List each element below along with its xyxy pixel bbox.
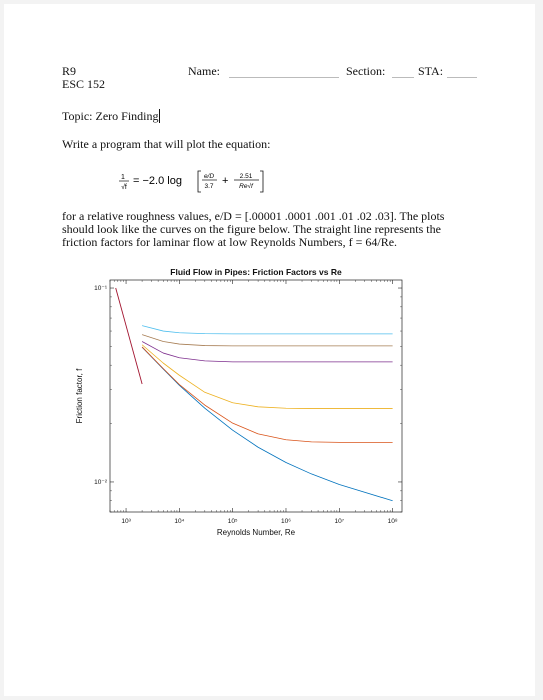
section-label: Section: <box>346 64 386 78</box>
eq-t2-den: Re√f <box>239 183 253 190</box>
eq-t1-den: 3.7 <box>204 183 214 190</box>
document-page <box>4 4 535 696</box>
x-tick-label-1: 10⁴ <box>174 518 185 525</box>
eq-lhs-num: 1 <box>121 174 125 181</box>
x-tick-label-2: 10⁵ <box>227 518 238 525</box>
x-tick-label-4: 10⁷ <box>334 518 345 525</box>
y-tick-label-1: 10⁻² <box>94 478 107 486</box>
eq-lhs-den: √f <box>121 184 127 191</box>
paragraph-line-3: friction factors for laminar flow at low Reynolds Numbers, f = 64/Re. <box>62 235 398 249</box>
chart-title: Fluid Flow in Pipes: Friction Factors vs Re <box>170 267 342 277</box>
x-tick-label-5: 10⁸ <box>387 518 398 525</box>
eq-plus: + <box>222 175 229 187</box>
eq-t2-num: 2.51 <box>239 173 253 180</box>
paragraph-line-1: for a relative roughness values, e/D = [.00001 .0001 .001 .01 .02 .03]. The plots <box>62 209 445 223</box>
eq-equals: = −2.0 log <box>133 175 182 187</box>
y-axis-label: Friction factor, f <box>75 368 84 424</box>
name-label: Name: <box>188 64 220 78</box>
instruction-text: Write a program that will plot the equation: <box>62 137 271 151</box>
chart-svg <box>4 4 535 696</box>
x-tick-label-0: 10³ <box>121 518 131 525</box>
assignment-code: R9 <box>62 64 77 78</box>
plot-area <box>110 280 402 512</box>
sta-label: STA: <box>418 64 444 78</box>
x-tick-label-3: 10⁶ <box>281 518 291 525</box>
course-code: ESC 152 <box>62 77 106 91</box>
paragraph-line-2: should look like the curves on the figure below. The straight line represents the <box>62 222 441 236</box>
topic: Topic: Zero Finding <box>62 109 159 123</box>
y-tick-label-0: 10⁻¹ <box>94 285 107 293</box>
x-axis-label: Reynolds Number, Re <box>216 528 296 537</box>
eq-t1-num: e/D <box>203 173 215 180</box>
